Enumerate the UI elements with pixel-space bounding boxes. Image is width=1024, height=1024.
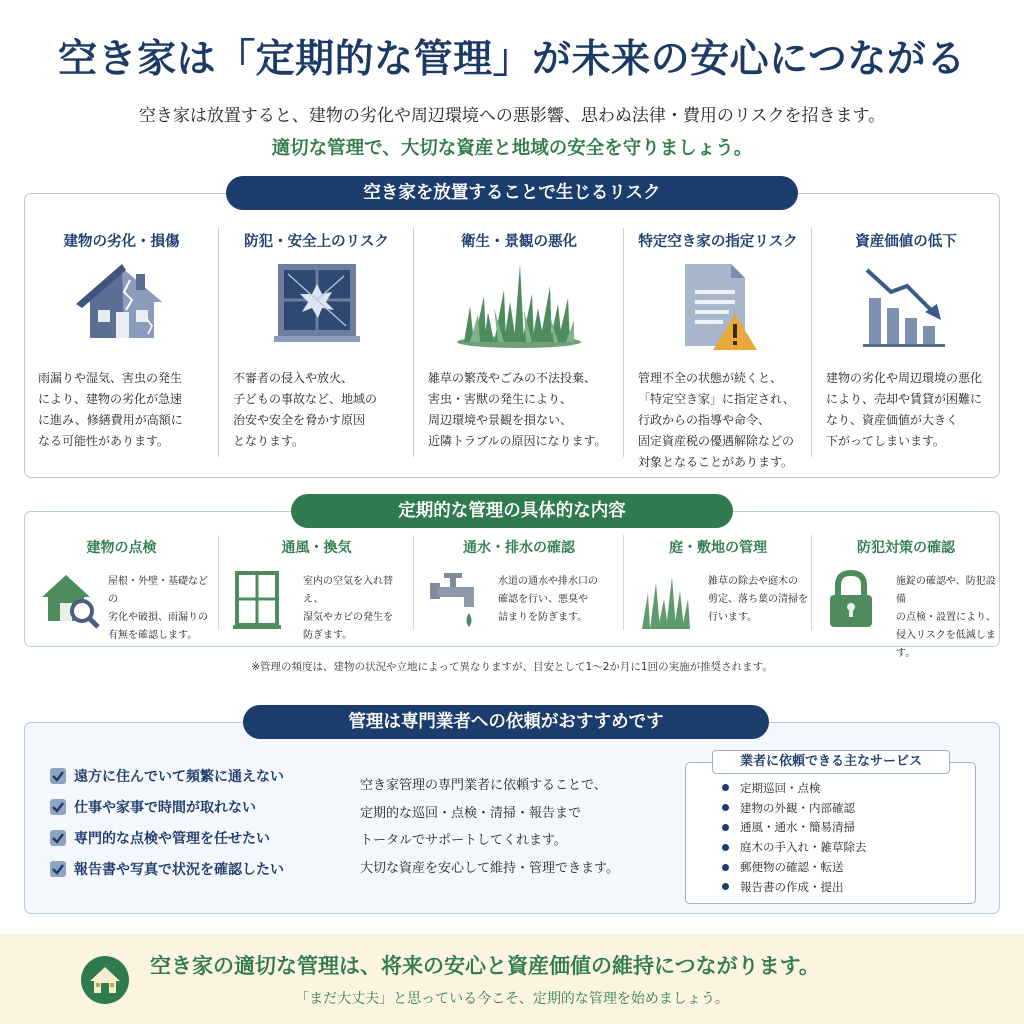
mgmt-card-ventilation <box>219 525 414 640</box>
recommend-description: 空き家管理の専門業者に依頼することで、 定期的な巡回・点検・清掃・報告まで トータルでサポートしてくれます。 大切な資産を安心して維持・管理できます。 <box>360 778 619 876</box>
recommend-heading: 管理は専門業者への依頼がおすすめです <box>243 705 769 739</box>
bullet-icon <box>722 804 729 811</box>
risk-description: 雨漏りや湿気、害虫の発生 により、建物の劣化が急速 に進み、修繕費用が高額に なる可能性があります。 <box>38 371 183 448</box>
document-warning-icon <box>675 262 761 356</box>
mgmt-description: 雑草の除去や庭木の 剪定、落ち葉の清掃を 行います。 <box>708 576 808 623</box>
mgmt-description: 施錠の確認や、防犯設備 の点検・設置により、 侵入リスクを低減します。 <box>896 576 996 659</box>
mgmt-description: 屋根・外壁・基礎などの 劣化や破損、雨漏りの 有無を確認します。 <box>108 576 208 641</box>
checklist <box>50 760 340 884</box>
service-item: 報告書の作成・提出 <box>722 877 962 897</box>
faucet-icon <box>428 569 488 635</box>
risk-description: 建物の劣化や周辺環境の悪化 により、売却や賃貸が困難に なり、資産価値が大きく 下がってしまいます。 <box>826 371 983 448</box>
mgmt-title: 建物の点検 <box>86 540 157 556</box>
mgmt-title: 庭・敷地の管理 <box>669 540 767 556</box>
mgmt-card-security <box>812 525 1000 659</box>
bullet-icon <box>722 784 729 791</box>
risk-description: 雑草の繁茂やごみの不法投棄、 害虫・害獣の発生により、 周辺環境や景観を損ない、 近隣トラブルの原因になります。 <box>428 371 607 448</box>
risk-title: 衛生・景観の悪化 <box>461 234 577 250</box>
page-subtitle: 空き家は放置すると、建物の劣化や周辺環境への悪影響、思わぬ法律・費用のリスクを招きます。 <box>138 106 886 126</box>
checkbox-checked-icon <box>50 768 66 784</box>
bullet-icon <box>722 844 729 851</box>
risk-card-designation <box>624 212 812 467</box>
services-list <box>722 778 962 897</box>
frequency-note: ※管理の頻度は、建物の状況や立地によって異なりますが、目安として1〜2か月に1回の実施が推奨されます。 <box>251 661 773 673</box>
padlock-icon <box>826 569 876 635</box>
service-item: 庭木の手入れ・雑草除去 <box>722 837 962 857</box>
management-heading: 定期的な管理の具体的な内容 <box>291 494 733 528</box>
weeds-icon <box>454 262 584 352</box>
footer-message: 空き家の適切な管理は、将来の安心と資産価値の維持につながります。 <box>150 954 820 978</box>
risk-description: 不審者の侵入や放火、 子どもの事故など、地域の 治安や安全を脅かす原因 となります。 <box>233 371 378 448</box>
risk-title: 特定空き家の指定リスク <box>638 234 798 250</box>
risk-card-deterioration <box>24 212 219 467</box>
checkbox-checked-icon <box>50 861 66 877</box>
page-title: 空き家は「定期的な管理」が未来の安心につながる <box>58 36 966 82</box>
damaged-house-icon <box>74 262 170 346</box>
services-title: 業者に依頼できる主なサービス <box>712 750 950 774</box>
risk-card-value <box>812 212 1000 467</box>
risk-card-hygiene <box>414 212 624 467</box>
grass-icon <box>638 569 694 635</box>
mgmt-title: 通風・換気 <box>281 540 352 556</box>
check-item: 遠方に住んでいて頻繁に通えない <box>50 760 340 791</box>
check-item: 専門的な点検や管理を任せたい <box>50 822 340 853</box>
checkbox-checked-icon <box>50 830 66 846</box>
risk-description: 管理不全の状態が続くと、 「特定空き家」に指定され、 行政からの指導や命令、 固定資産税の優遇解除などの 対象となることがあります。 <box>638 371 795 469</box>
mgmt-title: 防犯対策の確認 <box>857 540 955 556</box>
mgmt-card-water <box>414 525 624 640</box>
service-item: 建物の外観・内部確認 <box>722 798 962 818</box>
bullet-icon <box>722 864 729 871</box>
mgmt-description: 室内の空気を入れ替え、 湿気やカビの発生を 防ぎます。 <box>303 576 393 641</box>
mgmt-title: 通水・排水の確認 <box>463 540 575 556</box>
risk-title: 資産価値の低下 <box>855 234 957 250</box>
mgmt-card-garden <box>624 525 812 640</box>
bullet-icon <box>722 883 729 890</box>
risk-title: 建物の劣化・損傷 <box>63 234 180 250</box>
footer-submessage: 「まだ大丈夫」と思っている今こそ、定期的な管理を始めましょう。 <box>295 991 729 1007</box>
mgmt-card-inspection <box>24 525 219 640</box>
house-inspection-icon <box>38 569 102 635</box>
service-item: 郵便物の確認・転送 <box>722 857 962 877</box>
mgmt-description: 水道の通水や排水口の 確認を行い、悪臭や 詰まりを防ぎます。 <box>498 576 598 623</box>
check-item: 仕事や家事で時間が取れない <box>50 791 340 822</box>
service-item: 通風・通水・簡易清掃 <box>722 818 962 838</box>
service-item: 定期巡回・点検 <box>722 778 962 798</box>
risk-card-security <box>219 212 414 467</box>
risk-title: 防犯・安全上のリスク <box>244 234 389 250</box>
risk-heading: 空き家を放置することで生じるリスク <box>226 176 798 210</box>
page-highlight: 適切な管理で、大切な資産と地域の安全を守りましょう。 <box>271 138 753 159</box>
declining-chart-icon <box>863 262 949 352</box>
check-item: 報告書や写真で状況を確認したい <box>50 853 340 884</box>
broken-window-icon <box>274 262 360 348</box>
bullet-icon <box>722 824 729 831</box>
checkbox-checked-icon <box>50 799 66 815</box>
window-icon <box>233 569 289 635</box>
